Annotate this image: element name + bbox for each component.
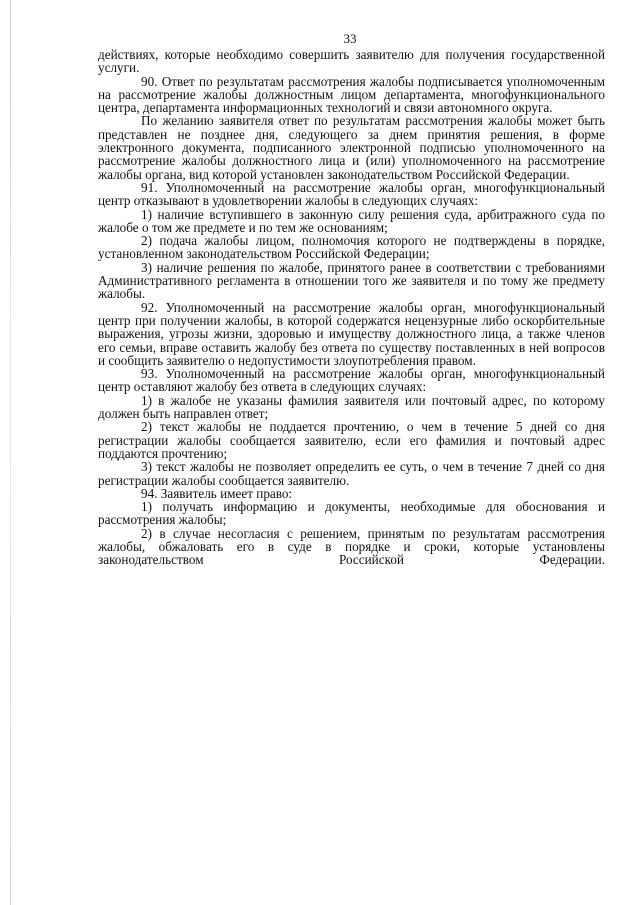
paragraph-93-item-2: 2) текст жалобы не поддается прочтению, о чем в течение 5 дней со дня регистрации жалобы сообщается заявителю, если его фамилия и почтовый адрес поддаются прочтению;: [98, 419, 605, 461]
paragraph-91: 91. Уполномоченный на рассмотрение жалобы орган, многофункциональный центр отказывают в удовлетворении жалобы в следующих случаях:: [98, 179, 605, 209]
page-number: 33: [343, 31, 357, 46]
paragraph-93-item-1: 1) в жалобе не указаны фамилия заявителя или почтовый адрес, по которому должен быть направлен ответ;: [98, 392, 605, 422]
paragraph-91-item-1: 1) наличие вступившего в законную силу решения суда, арбитражного суда по жалобе о том же предмете и по тем же основаниям;: [98, 206, 605, 235]
paragraph-electronic-answer: По желанию заявителя ответ по результатам рассмотрения жалобы может быть представлен не позднее дня, следующего за днем принятия решения, в форме электронного документа, подписанного электронной подписью уполномоченного на рассмотрение жалобы должностного лица и (или) уполномоченного на рассмотрение жалобы органа, вид которой установлен законодательством Российской Федерации.: [98, 113, 605, 182]
paragraph-94-item-1: 1) получать информацию и документы, необходимые для обоснования и рассмотрения жалобы;: [98, 499, 605, 528]
document-body: [98, 48, 605, 567]
paragraph-90: 90. Ответ по результатам рассмотрения жалобы подписывается уполномоченным на рассмотрение жалобы должностным лицом департамента, многофункционального центра, департамента информационных технологий и связи автономного округа.: [98, 73, 605, 116]
paragraph-continuation: действиях, которые необходимо совершить заявителю для получения государственной услуги.: [98, 47, 605, 76]
paragraph-93: 93. Уполномоченный на рассмотрение жалобы орган, многофункциональный центр оставляют жалобу без ответа в следующих случаях:: [98, 366, 605, 395]
paragraph-92: 92. Уполномоченный на рассмотрение жалобы орган, многофункциональный центр при получении жалобы, в которой содержатся нецензурные либо оскорбительные выражения, угрозы жизни, здоровью и имуществу должностного лица, а также членов его семьи, вправе оставить жалобу без ответа по существу поставленных в ней вопросов и сообщить заявителю о недопустимости злоупотребления правом.: [98, 299, 605, 368]
paragraph-93-item-3: 3) текст жалобы не позволяет определить ее суть, о чем в течение 7 дней со дня регистрации жалобы сообщается заявителю.: [98, 459, 605, 488]
paragraph-94: 94. Заявитель имеет право:: [141, 485, 293, 501]
paragraph-91-item-2: 2) подача жалобы лицом, полномочия которого не подтверждены в порядке, установленном законодательством Российской Федерации;: [98, 233, 605, 262]
scan-edge-line: [10, 0, 11, 905]
paragraph-94-item-2: 2) в случае несогласия с решением, принятым по результатам рассмотрения жалобы, обжаловать его в суде в порядке и сроки, которые установлены законодательством Российской Федерации.: [98, 525, 605, 568]
paragraph-91-item-3: 3) наличие решения по жалобе, принятого ранее в соответствии с требованиями Административного регламента в отношении того же заявителя и по тому же предмету жалобы.: [98, 259, 605, 302]
